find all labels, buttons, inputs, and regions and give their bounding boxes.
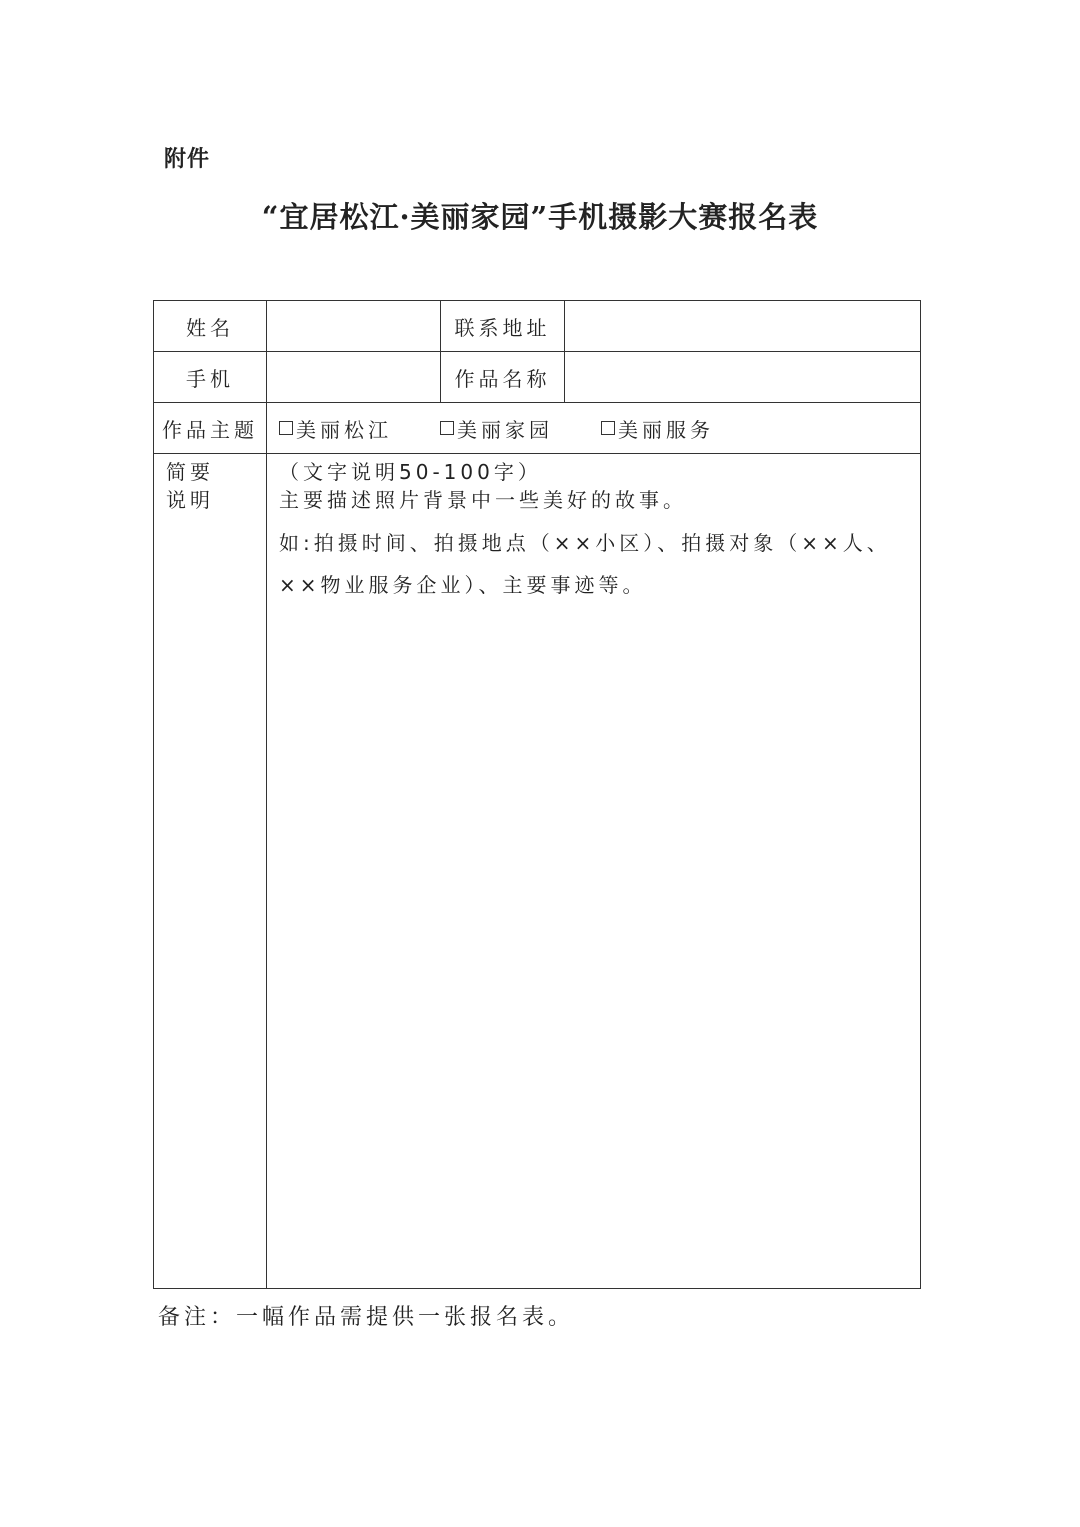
- theme-option-beautiful-home[interactable]: [440, 414, 553, 443]
- summary-example: 如:拍摄时间、拍摄地点（××小区）、拍摄对象（××人、××物业服务企业）、主要事迹等。: [279, 531, 891, 597]
- summary-label-line2: 说明: [166, 488, 214, 512]
- theme-option-beautiful-songjiang[interactable]: [279, 414, 392, 443]
- theme-option-beautiful-service[interactable]: [601, 414, 714, 443]
- theme-options-cell: [267, 403, 921, 454]
- name-field[interactable]: [267, 301, 441, 352]
- remark-note: 备注：一幅作品需提供一张报名表。: [158, 1305, 575, 1330]
- work-title-label: 作品名称: [441, 352, 565, 403]
- theme-option-label: 美丽家园: [457, 417, 553, 442]
- address-label: 联系地址: [441, 301, 565, 352]
- row-theme: [154, 403, 921, 454]
- form-title: “宜居松江·美丽家园”手机摄影大赛报名表: [261, 200, 819, 234]
- registration-form-table: [153, 300, 921, 1289]
- phone-label: 手机: [154, 352, 267, 403]
- attachment-label: 附件: [164, 147, 211, 172]
- name-label: 姓名: [154, 301, 267, 352]
- checkbox-icon[interactable]: [601, 421, 615, 435]
- summary-description: 主要描述照片背景中一些美好的故事。: [279, 488, 687, 512]
- checkbox-icon[interactable]: [279, 421, 293, 435]
- summary-label: [154, 454, 267, 1289]
- address-field[interactable]: [565, 301, 921, 352]
- checkbox-icon[interactable]: [440, 421, 454, 435]
- theme-options: [267, 414, 920, 443]
- row-phone: [154, 352, 921, 403]
- summary-label-line1: 简要: [166, 460, 214, 484]
- theme-option-label: 美丽松江: [296, 417, 392, 442]
- phone-field[interactable]: [267, 352, 441, 403]
- summary-hint: （文字说明50-100字）: [279, 460, 542, 484]
- theme-label: 作品主题: [154, 403, 267, 454]
- work-title-field[interactable]: [565, 352, 921, 403]
- row-name: [154, 301, 921, 352]
- theme-option-label: 美丽服务: [618, 417, 714, 442]
- row-summary: [154, 454, 921, 1289]
- summary-field[interactable]: [267, 454, 921, 1289]
